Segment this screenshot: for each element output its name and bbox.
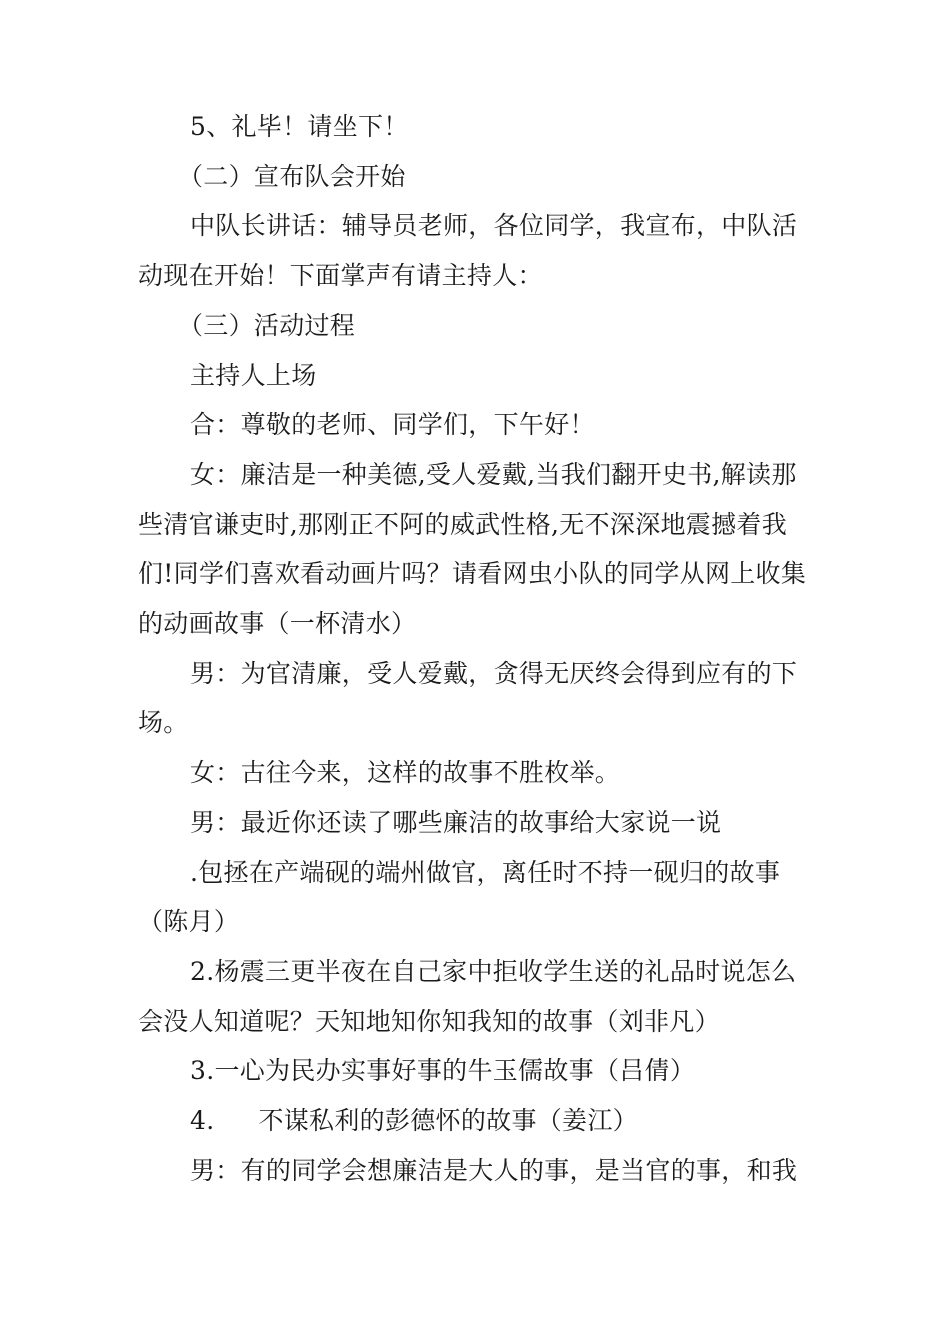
line-captain-speech-1: 中队长讲话：辅导员老师，各位同学，我宣布，中队活 bbox=[190, 211, 798, 241]
story-4-text: 不谋私利的彭德怀的故事（姜江） bbox=[258, 1106, 638, 1136]
line-story-1a: .包拯在产端砚的端州做官，离任时不持一砚归的故事 bbox=[190, 857, 781, 887]
line-story-2a: 2.杨震三更半夜在自己家中拒收学生送的礼品时说怎么 bbox=[190, 956, 797, 986]
line-female-1b: 些清官谦吏时,那刚正不阿的威武性格,无不深深地震撼着我 bbox=[138, 509, 787, 539]
line-male-2: 男：最近你还读了哪些廉洁的故事给大家说一说 bbox=[190, 807, 722, 837]
line-section-two-heading: （二）宣布队会开始 bbox=[178, 161, 406, 191]
line-story-3: 3.一心为民办实事好事的牛玉儒故事（吕倩） bbox=[190, 1056, 696, 1086]
line-section-three-heading: （三）活动过程 bbox=[178, 310, 356, 340]
line-female-2: 女：古往今来，这样的故事不胜枚举。 bbox=[190, 758, 621, 788]
line-male-3: 男：有的同学会想廉洁是大人的事，是当官的事，和我 bbox=[190, 1155, 798, 1185]
line-captain-speech-2: 动现在开始！下面掌声有请主持人： bbox=[138, 261, 543, 291]
line-female-1d: 的动画故事（一杯清水） bbox=[138, 609, 417, 639]
line-female-1c: 们!同学们喜欢看动画片吗？请看网虫小队的同学从网上收集 bbox=[138, 559, 807, 589]
story-4-number: 4. bbox=[190, 1106, 215, 1136]
line-together-greeting: 合：尊敬的老师、同学们，下午好！ bbox=[190, 410, 595, 440]
line-story-1b: （陈月） bbox=[138, 907, 240, 937]
line-host-enters: 主持人上场 bbox=[190, 360, 317, 390]
line-story-4 bbox=[138, 1096, 818, 1146]
line-female-1a: 女：廉洁是一种美德,受人爱戴,当我们翻开史书,解读那 bbox=[190, 459, 797, 489]
line-male-1a: 男：为官清廉，受人爱戴，贪得无厌终会得到应有的下 bbox=[190, 658, 798, 688]
line-ceremony-end: 5、礼毕！请坐下！ bbox=[190, 112, 409, 141]
document-body bbox=[138, 102, 818, 1195]
line-story-2b: 会没人知道呢？天知地知你知我知的故事（刘非凡） bbox=[138, 1006, 720, 1036]
line-male-1b: 场。 bbox=[138, 708, 189, 738]
